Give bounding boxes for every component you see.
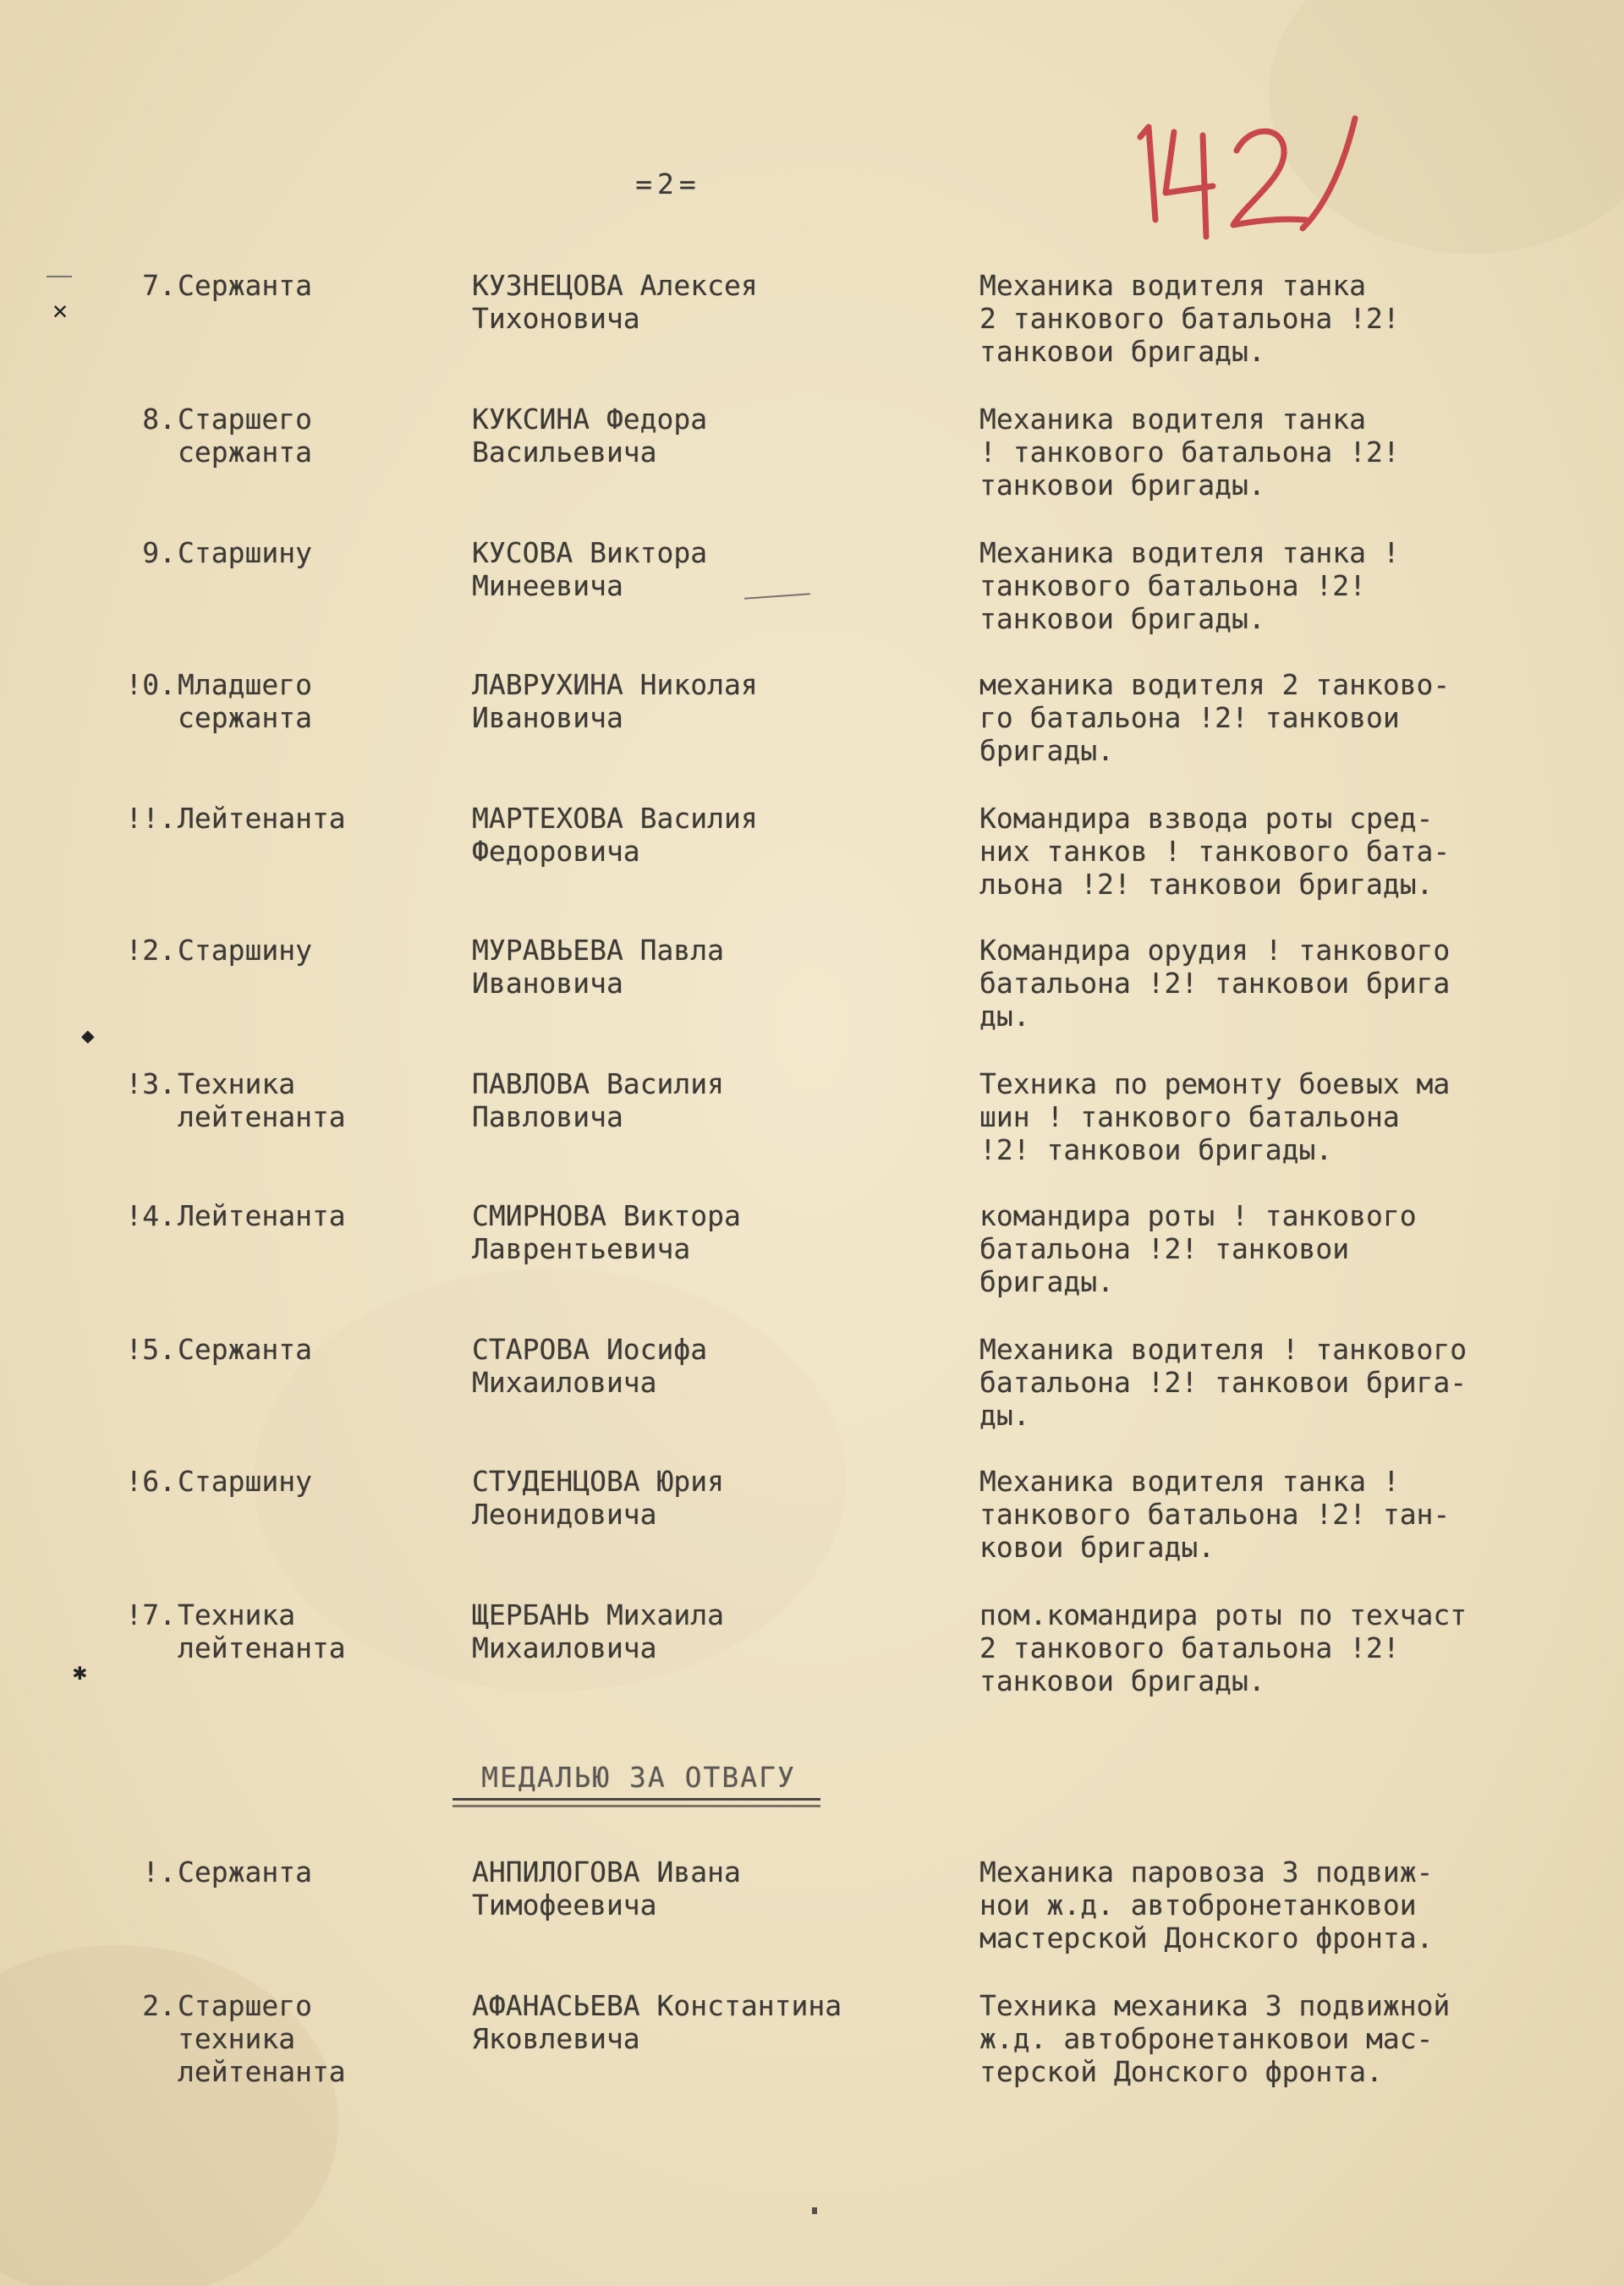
- entry-name: КУЗНЕЦОВА Алексея Тихоновича: [472, 269, 758, 335]
- entry-number: !3.: [125, 1067, 176, 1100]
- list-item: [0, 802, 1624, 920]
- entry-rank: Лейтенанта: [178, 802, 346, 835]
- entry-position: механика водителя 2 танково- го батальона !2! танковои бригады.: [979, 668, 1451, 767]
- list-item: [0, 1598, 1624, 1717]
- entry-rank: Старшину: [178, 536, 312, 569]
- entry-position: Механика водителя танка ! танкового батальона !2! танковои бригады.: [979, 536, 1400, 635]
- entry-number: !.: [142, 1856, 176, 1889]
- entry-number: !7.: [125, 1598, 176, 1631]
- entry-number: !5.: [125, 1333, 176, 1366]
- page-number: =2=: [635, 167, 701, 200]
- margin-mark: [47, 276, 72, 277]
- margin-mark: ✕: [52, 296, 69, 326]
- list-item: [0, 1856, 1624, 1974]
- entry-name: АНПИЛОГОВА Ивана Тимофеевича: [472, 1856, 741, 1921]
- list-item: [0, 403, 1624, 521]
- entry-name: СТУДЕНЦОВА Юрия Леонидовича: [472, 1465, 725, 1531]
- list-item: [0, 1067, 1624, 1186]
- entry-number: 8.: [142, 403, 176, 436]
- entry-position: Механика водителя танка ! танкового батальона !2! танковои бригады.: [979, 403, 1400, 502]
- list-item: [0, 1465, 1624, 1583]
- entry-position: Механика водителя танка 2 танкового батальона !2! танковои бригады.: [979, 269, 1400, 368]
- entry-rank: Старшего техника лейтенанта: [178, 1989, 346, 2088]
- entry-rank: Сержанта: [178, 1856, 312, 1889]
- entry-position: Техника механика 3 подвижной ж.д. автобронетанковои мас- терской Донского фронта.: [979, 1989, 1451, 2088]
- entry-name: МУРАВЬЕВА Павла Ивановича: [472, 934, 725, 1000]
- entry-position: Механика водителя танка ! танкового батальона !2! тан- ковои бригады.: [979, 1465, 1451, 1564]
- list-item: [0, 1199, 1624, 1318]
- entry-rank: Техника лейтенанта: [178, 1598, 346, 1664]
- entry-number: 9.: [142, 536, 176, 569]
- entry-number: 2.: [142, 1989, 176, 2022]
- entry-rank: Старшину: [178, 1465, 312, 1498]
- entry-name: КУСОВА Виктора Минеевича: [472, 536, 708, 602]
- entry-number: !6.: [125, 1465, 176, 1498]
- list-item: [0, 536, 1624, 655]
- list-item: [0, 934, 1624, 1052]
- entry-number: !0.: [125, 668, 176, 701]
- entry-name: ЛАВРУХИНА Николая Ивановича: [472, 668, 758, 734]
- list-item: [0, 269, 1624, 387]
- entry-rank: Техника лейтенанта: [178, 1067, 346, 1133]
- entry-name: СТАРОВА Иосифа Михаиловича: [472, 1333, 708, 1399]
- list-item: [0, 1333, 1624, 1451]
- entry-rank: Старшину: [178, 934, 312, 967]
- entry-rank: Сержанта: [178, 1333, 312, 1366]
- entry-name: АФАНАСЬЕВА Константина Яковлевича: [472, 1989, 842, 2055]
- entry-name: КУКСИНА Федора Васильевича: [472, 403, 708, 469]
- heading-underline: [453, 1805, 820, 1807]
- entry-number: !4.: [125, 1199, 176, 1232]
- ink-dot: [812, 2207, 817, 2214]
- entry-number: 7.: [142, 269, 176, 302]
- entry-position: Механика паровоза 3 подвиж- нои ж.д. автобронетанковои мастерской Донского фронта.: [979, 1856, 1434, 1954]
- entry-name: ПАВЛОВА Василия Павловича: [472, 1067, 725, 1133]
- entry-position: Командира орудия ! танкового батальона !2! танковои брига ды.: [979, 934, 1451, 1033]
- section-heading: МЕДАЛЬЮ ЗА ОТВАГУ: [481, 1761, 796, 1794]
- entry-position: командира роты ! танкового батальона !2! танковои бригады.: [979, 1199, 1417, 1298]
- entry-position: Механика водителя ! танкового батальона !2! танковои брига- ды.: [979, 1333, 1468, 1432]
- entry-rank: Сержанта: [178, 269, 312, 302]
- entry-position: Техника по ремонту боевых ма шин ! танкового батальона !2! танковои бригады.: [979, 1067, 1451, 1166]
- entry-number: !!.: [125, 802, 176, 835]
- margin-mark: ◆: [81, 1023, 95, 1049]
- margin-mark: ✱: [73, 1658, 87, 1686]
- entry-name: СМИРНОВА Виктора Лаврентьевича: [472, 1199, 741, 1265]
- entry-position: Командира взвода роты сред- них танков ! танкового бата- льона !2! танковои бригады.: [979, 802, 1451, 901]
- entry-name: ЩЕРБАНЬ Михаила Михаиловича: [472, 1598, 725, 1664]
- entry-number: !2.: [125, 934, 176, 967]
- entry-name: МАРТЕХОВА Василия Федоровича: [472, 802, 758, 868]
- list-item: [0, 668, 1624, 787]
- entry-rank: Младшего сержанта: [178, 668, 312, 734]
- entry-rank: Старшего сержанта: [178, 403, 312, 469]
- list-item: [0, 1989, 1624, 2108]
- entry-position: пом.командира роты по техчаст 2 танкового батальона !2! танковои бригады.: [979, 1598, 1468, 1697]
- heading-underline: [453, 1798, 820, 1801]
- entry-rank: Лейтенанта: [178, 1199, 346, 1232]
